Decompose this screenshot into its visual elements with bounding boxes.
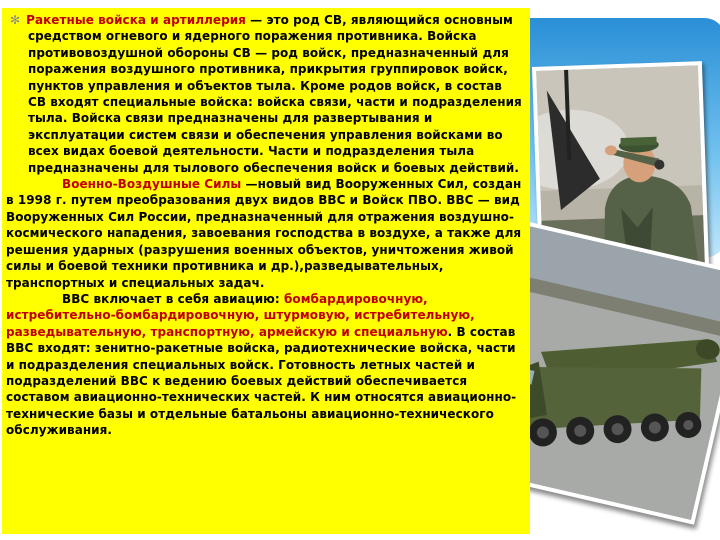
paragraph-2-text: —новый вид Вооруженных Сил, создан в 1998 г. путем преобразования двух видов ВВС и Войск ПВО. ВВС — вид Вооруженных Сил России, предназначенный для отражения воздушно-космического нападения, завоевания господства в воздухе, а также для решения ударных (разрушения военных объектов, уничтожения живой силы и боевой техники противника и др.),разведывательных, транспортных и специальных задач. <box>6 177 522 290</box>
paragraph-aviation-types <box>6 291 522 439</box>
slide-text <box>6 12 522 439</box>
paragraph-missile-artillery <box>10 12 522 176</box>
paragraph-air-force <box>6 176 522 291</box>
term-air-force: Военно-Воздушные Силы <box>62 177 242 192</box>
paragraph-1-text: — это род СВ, являющийся основным средством огневого и ядерного поражения противника. Войска противовоздушной обороны СВ — род войск, предназначенный для поражения воздушного противника, прикрытия группировок войск, пунктов управления и объектов тыла. Кроме родов войск, в состав СВ входят специальные войска: войска связи, части и подразделения тыла. Войска связи предназначены для развертывания и эксплуатации систем связи и обеспечения управления войсками во всех видах боевой деятельности. Части и подразделения тыла предназначены для тылового обеспечения войск и боевых действий. <box>28 13 522 175</box>
paragraph-3-lead: ВВС включает в себя авиацию: <box>62 291 284 306</box>
aviation-types-highlight: бомбардировочную, истребительно-бомбардировочную, штурмовую, истребительную, разведывательную, транспортную, армейскую и специальную <box>6 291 475 339</box>
paragraph-3-text: . В состав ВВС входят: зенитно-ракетные войска, радиотехнические войска, части и подразделения специальных войск. Готовность летных частей и подразделений ВВС к ведению боевых действий обеспечивается составом авиационно-технических частей. К ним относятся авиационно-технические базы и отдельные батальоны авиационно-технического обслуживания. <box>6 324 517 438</box>
bullet-icon: ✻ <box>10 13 21 27</box>
term-missile-artillery: Ракетные войска и артиллерия <box>26 13 246 27</box>
